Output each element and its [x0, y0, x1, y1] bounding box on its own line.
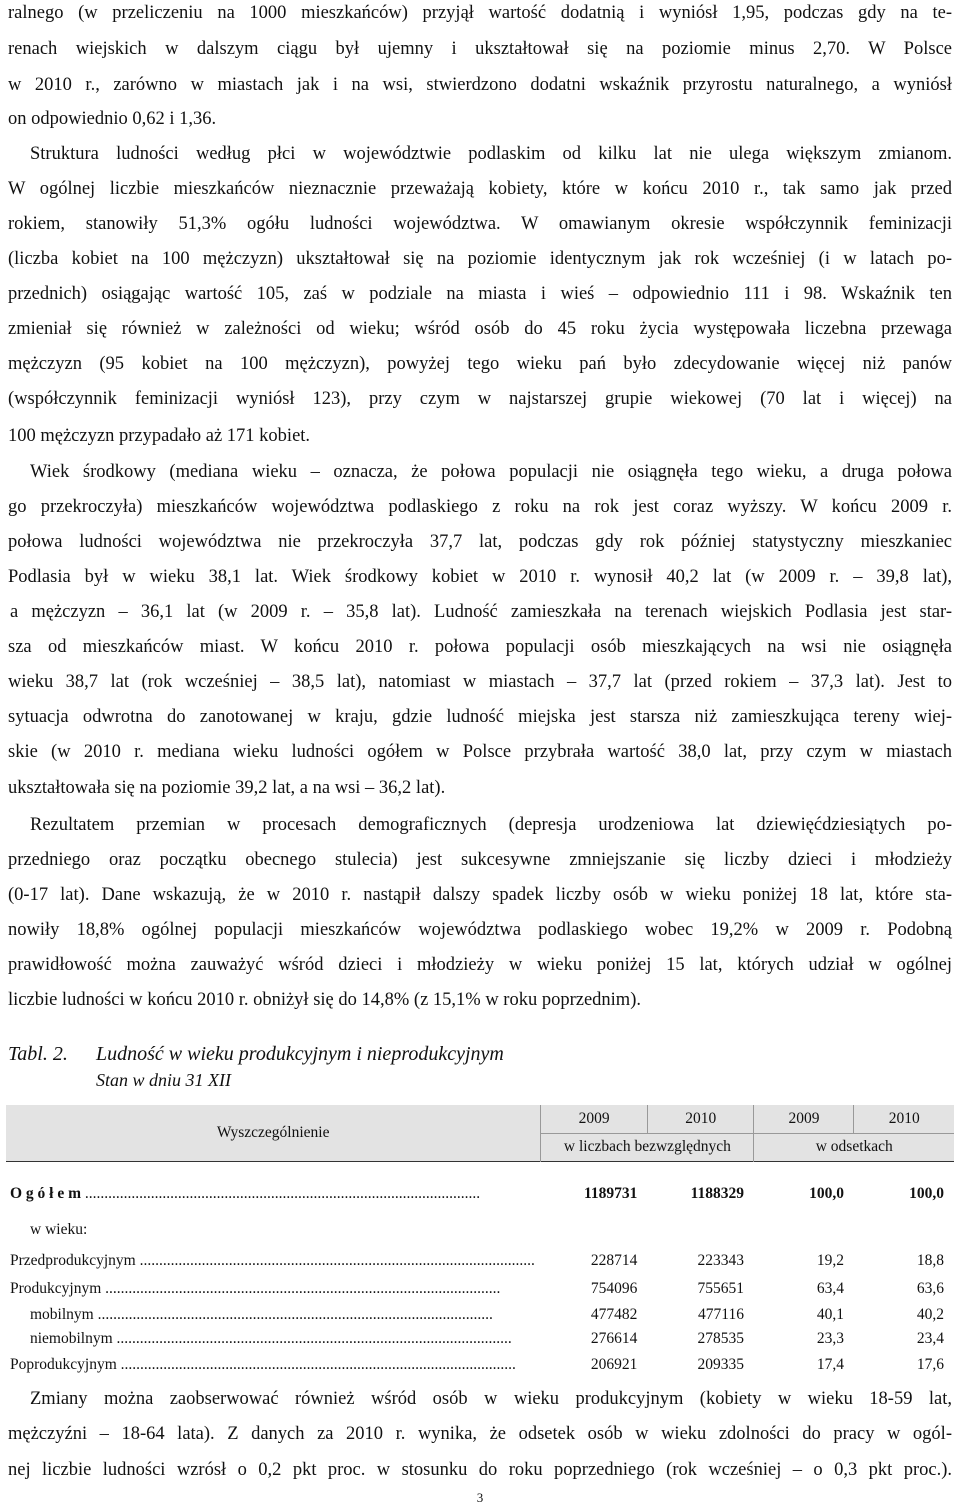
text-line: go przekroczyła) mieszkańców województwa podlaskiego z roku na rok jest coraz wyższy. W końcu 2009 r.: [8, 497, 952, 517]
text-line: ukształtowała się na poziomie 39,2 lat, a na wsi – 36,2 lat).: [8, 778, 446, 798]
table-cell: 206921: [590, 1356, 638, 1373]
row-label-text: mobilnym: [30, 1306, 94, 1323]
table-cell: 278535: [697, 1330, 744, 1347]
row-label-text: O g ó ł e m: [10, 1185, 82, 1202]
text-line: renach wiejskich w dalszym ciągu był ujemny i ukształtował się na poziomie minus 2,70. W Polsce: [8, 39, 952, 59]
text-line: Rezultatem przemian w procesach demograficznych (depresja urodzeniowa lat dziewięćdziesiątych po-: [30, 815, 952, 835]
table-row: [6, 1327, 954, 1351]
text-line: mężczyźni – 18-64 lata). Z danych za 2010 r. wynika, że odsetek osób w wieku zdolności do pracy w ogól-: [8, 1424, 952, 1444]
text-line: w 2010 r., zarówno w miastach jak i na wsi, stwierdzono dodatni wskaźnik przyrostu naturalnego, a wyniósł: [8, 75, 952, 95]
table-cell: 40,1: [816, 1306, 844, 1323]
table-cell: 228714: [590, 1252, 638, 1269]
text-line: połowa ludności województwa nie przekroczyła 37,7 lat, podczas gdy rok później statystyczny mieszkaniec: [8, 532, 952, 552]
table-row: [6, 1303, 954, 1327]
column-header-year: 2010: [888, 1109, 920, 1127]
table-cell: [647, 1213, 754, 1247]
column-group-absolute: w liczbach bezwzględnych: [541, 1133, 754, 1161]
text-line: nowiły 18,8% ogólnej populacji mieszkańców województwa podlaskiego wobec 19,2% w 2009 r. Podobną: [8, 920, 952, 940]
column-header-year: 2009: [541, 1105, 648, 1133]
row-label-text: Przedprodukcyjnym: [10, 1252, 136, 1269]
text-line: Podlasia był w wieku 38,1 lat. Wiek środkowy kobiet w 2010 r. wynosił 40,2 lat (w 2009 r. – 39,8 lat),: [8, 567, 952, 587]
text-line: przedniego oraz początku obecnego stulecia) jest sukcesywne zmniejszanie się liczby dzieci i młodzieży: [8, 850, 952, 870]
text-line: rokiem, stanowiły 51,3% ogółu ludności województwa. W omawianym okresie współczynnik feminizacji: [8, 214, 952, 234]
table-cell: 63,4: [816, 1280, 844, 1297]
row-label: [6, 1175, 541, 1213]
text-line: ralnego (w przeliczeniu na 1000 mieszkańców) przyjął wartość dodatnią i wyniósł 1,95, podczas gdy na te-: [8, 3, 952, 23]
table-cell: 209335: [697, 1356, 744, 1373]
text-line: mężczyzn (95 kobiet na 100 mężczyzn), powyżej tego wieku pań było zdecydowanie więcej niż panów: [8, 354, 952, 374]
table-caption-title: Ludność w wieku produkcyjnym i nieprodukcyjnym: [96, 1043, 504, 1065]
row-label: [6, 1351, 541, 1379]
table-cell: 100,0: [809, 1185, 844, 1202]
row-label: [6, 1303, 541, 1327]
text-line: (współczynnik feminizacji wyniósł 123), przy czym w najstarszej grupie wiekowej (70 lat i więcej) na: [8, 389, 952, 409]
column-group-percent: w odsetkach: [754, 1133, 954, 1161]
table-cell: 755651: [697, 1280, 744, 1297]
table-cell: 477482: [590, 1306, 638, 1323]
table-cell: 1189731: [584, 1185, 638, 1202]
text-line: (liczba kobiet na 100 mężczyzn) ukształtował się na poziomie identycznym jak rok wcześniej (i w latach po-: [8, 249, 952, 269]
row-label: [6, 1275, 541, 1303]
text-line: sytuacja odwrotna do zanotowanej w kraju, gdzie ludność miejska jest starsza niż zamieszkująca tereny wiej-: [8, 707, 952, 727]
leader-dots: [94, 1306, 493, 1323]
table-cell: 40,2: [916, 1306, 944, 1323]
text-line: 100 mężczyzn przypadało aż 171 kobiet.: [8, 426, 311, 446]
table-row: [6, 1275, 954, 1303]
table-cell: 23,4: [916, 1330, 944, 1347]
table-cell: 18,8: [916, 1252, 944, 1269]
data-table: [6, 1105, 954, 1379]
leader-dots: [81, 1185, 480, 1202]
page-number: 3: [476, 1490, 484, 1505]
table-cell: 19,2: [816, 1252, 844, 1269]
text-line: zmieniał się również w zależności od wieku; wśród osób do 45 roku życia występowała liczebna przewaga: [8, 319, 952, 339]
table-cell: 754096: [590, 1280, 638, 1297]
leader-dots: [113, 1330, 512, 1347]
text-line: a mężczyzn – 36,1 lat (w 2009 r. – 35,8 lat). Ludność zamieszkała na terenach wiejskich Podlasia jest star-: [10, 602, 952, 622]
table-cell: 17,4: [816, 1356, 844, 1373]
text-line: skie (w 2010 r. mediana wieku ludności ogółem w Polsce przybrała wartość 38,0 lat, przy czym w miastach: [8, 742, 952, 762]
text-line: prawidłowość można zauważyć wśród dzieci i młodzieży w wieku poniżej 15 lat, których udział w ogólnej: [8, 955, 952, 975]
table-cell: [541, 1213, 648, 1247]
row-label: [6, 1327, 541, 1351]
text-line: sza od mieszkańców miast. W końcu 2010 r. połowa populacji osób mieszkających na wsi nie osiągnęła: [8, 637, 952, 657]
table-cell: [754, 1213, 854, 1247]
text-line: wieku 38,7 lat (rok wcześniej – 38,5 lat), natomiast w miastach – 37,7 lat (przed rokiem – 37,3 lat). Jest to: [8, 672, 952, 692]
text-line: nej liczbie ludności wzrósł o 0,2 pkt proc. w stosunku do roku poprzedniego (rok wcześniej – o 0,3 pkt proc.).: [8, 1460, 952, 1480]
text-line: przednich) osiągając wartość 105, zaś w podziale na miasta i wieś – odpowiednio 111 i 98. Wskaźnik ten: [8, 284, 952, 304]
text-line: (0-17 lat). Dane wskazują, że w 2010 r. nastąpił dalszy spadek liczby osób w wieku poniżej 18 lat, które sta-: [8, 885, 952, 905]
table-caption-label: Tabl. 2.: [8, 1043, 68, 1065]
table-body: [6, 1175, 954, 1379]
table-row: [6, 1175, 954, 1213]
table-cell: 223343: [697, 1252, 744, 1269]
column-header-label: Wyszczególnienie: [6, 1105, 541, 1161]
column-header-year: 2009: [754, 1105, 854, 1133]
table-cell: 100,0: [909, 1185, 944, 1202]
text-line: Wiek środkowy (mediana wieku – oznacza, że połowa populacji nie osiągnęła tego wieku, a druga połowa: [30, 462, 952, 482]
leader-dots: [117, 1356, 516, 1373]
text-line: liczbie ludności w końcu 2010 r. obniżył się do 14,8% (z 15,1% w roku poprzednim).: [8, 990, 641, 1010]
leader-dots: [136, 1252, 535, 1269]
table-cell: 23,3: [816, 1330, 844, 1347]
table-cell: 276614: [590, 1330, 638, 1347]
row-label-text: niemobilnym: [30, 1330, 113, 1347]
leader-dots: [101, 1280, 500, 1297]
text-line: W ogólnej liczbie mieszkańców nieznacznie przeważają kobiety, które w końcu 2010 r., tak samo jak przed: [8, 179, 952, 199]
table-cell: 477116: [698, 1306, 744, 1323]
text-line: on odpowiednio 0,62 i 1,36.: [8, 109, 217, 129]
text-line: Struktura ludności według płci w województwie podlaskim od kilku lat nie ulega większym zmianom.: [30, 144, 952, 164]
table-caption-subtitle: Stan w dniu 31 XII: [96, 1070, 231, 1090]
table-cell: 17,6: [916, 1356, 944, 1373]
text-line: Zmiany można zaobserwować również wśród osób w wieku produkcyjnym (kobiety w wieku 18-59 lat,: [30, 1389, 952, 1409]
row-label-text: w wieku:: [30, 1221, 88, 1238]
row-label: [6, 1213, 541, 1247]
row-label: [6, 1247, 541, 1275]
row-label-text: Poprodukcyjnym: [10, 1356, 117, 1373]
table-cell: 63,6: [916, 1280, 944, 1297]
table-row: [6, 1213, 954, 1247]
table-row: [6, 1247, 954, 1275]
table-row: [6, 1351, 954, 1379]
column-header-year: 2010: [647, 1105, 754, 1133]
row-label-text: Produkcyjnym: [10, 1280, 102, 1297]
table-cell: 1188329: [690, 1185, 744, 1202]
table-cell: [854, 1213, 954, 1247]
